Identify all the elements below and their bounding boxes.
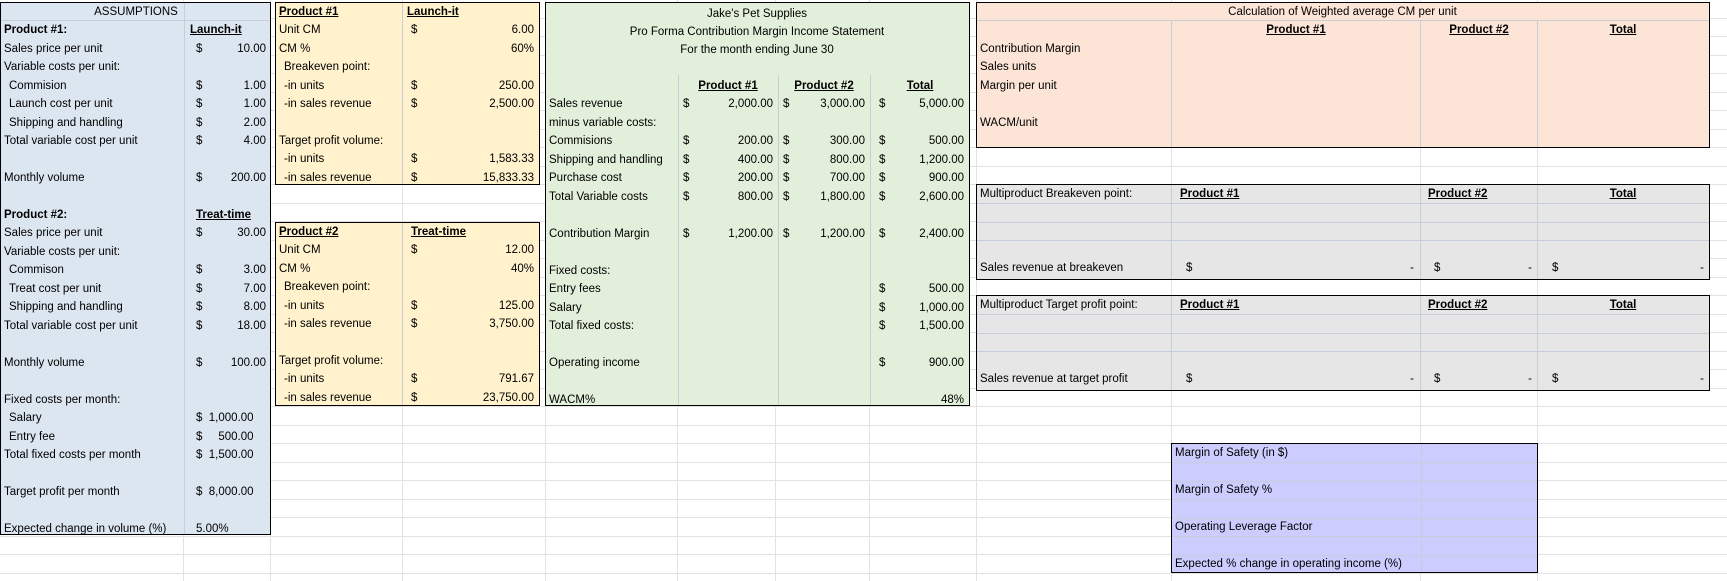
wacm-pct-value[interactable]: 48% bbox=[940, 394, 964, 406]
p2-tp-label[interactable]: Target profit volume: bbox=[279, 355, 384, 367]
col-header-total[interactable]: Total bbox=[906, 80, 934, 92]
income-row-total[interactable]: 900.00 bbox=[928, 172, 964, 184]
p2-tp-units-label[interactable]: -in units bbox=[284, 373, 325, 385]
p2-be-label[interactable]: Breakeven point: bbox=[284, 281, 371, 293]
currency-symbol: $ bbox=[879, 154, 886, 166]
income-row-total[interactable]: 1,200.00 bbox=[919, 154, 964, 166]
currency-symbol: $ bbox=[1434, 373, 1441, 385]
currency-symbol: $ bbox=[879, 357, 886, 369]
p1-tp-rev-value[interactable]: 15,833.33 bbox=[482, 172, 534, 184]
income-row-label[interactable]: Commisions bbox=[549, 135, 613, 147]
p2-tp-units-value[interactable]: 791.67 bbox=[498, 373, 534, 385]
sales-units-label[interactable]: Sales units bbox=[980, 61, 1037, 73]
col-header-total[interactable]: Total bbox=[1609, 299, 1637, 311]
currency-symbol: $ bbox=[683, 191, 690, 203]
p1-ship-label[interactable]: Shipping and handling bbox=[9, 117, 123, 129]
p1-comm-value[interactable]: 1.00 bbox=[243, 80, 266, 92]
col-header-product2[interactable]: Product #2 bbox=[1428, 188, 1488, 200]
col-header-product1[interactable]: Product #1 bbox=[1266, 24, 1326, 36]
breakeven-rev-p1[interactable]: - bbox=[1410, 262, 1414, 274]
entry-fee-label[interactable]: Entry fee bbox=[9, 431, 56, 443]
income-row-p2[interactable]: 1,200.00 bbox=[820, 228, 865, 240]
p1-tvc-value[interactable]: 4.00 bbox=[243, 135, 266, 147]
col-header-product1[interactable]: Product #1 bbox=[1180, 299, 1240, 311]
currency-symbol: $ bbox=[196, 357, 203, 369]
currency-symbol: $ bbox=[411, 392, 418, 404]
p1-be-rev-value[interactable]: 2,500.00 bbox=[489, 98, 534, 110]
p1-launch-value[interactable]: 1.00 bbox=[243, 98, 266, 110]
income-row-total[interactable]: 500.00 bbox=[928, 135, 964, 147]
p2-cm-label[interactable]: CM % bbox=[279, 263, 311, 275]
p2-calc-name[interactable]: Treat-time bbox=[411, 226, 466, 238]
currency-symbol: $ bbox=[783, 172, 790, 184]
operating-income-label[interactable]: Operating income bbox=[549, 357, 640, 369]
col-header-product2[interactable]: Product #2 bbox=[794, 80, 854, 92]
currency-symbol: $ bbox=[683, 154, 690, 166]
margin-of-safety-block bbox=[1171, 443, 1538, 573]
income-row-p2[interactable]: 3,000.00 bbox=[820, 98, 865, 110]
currency-symbol: $ bbox=[783, 228, 790, 240]
salary-label[interactable]: Salary bbox=[9, 412, 42, 424]
income-row-p2[interactable]: 700.00 bbox=[829, 172, 865, 184]
currency-symbol: $ bbox=[196, 301, 203, 313]
product2-calc-block bbox=[275, 222, 540, 406]
currency-symbol: $ bbox=[1186, 262, 1193, 274]
income-row-p2[interactable]: 300.00 bbox=[829, 135, 865, 147]
breakeven-revenue-label[interactable]: Sales revenue at breakeven bbox=[980, 262, 1124, 274]
assumptions-title[interactable]: ASSUMPTIONS bbox=[94, 6, 178, 18]
income-row-label[interactable]: Purchase cost bbox=[549, 172, 622, 184]
currency-symbol: $ bbox=[683, 135, 690, 147]
product1-heading[interactable]: Product #1: bbox=[4, 24, 68, 36]
p1-calc-title[interactable]: Product #1 bbox=[279, 6, 339, 18]
p1-be-units-value[interactable]: 250.00 bbox=[498, 80, 534, 92]
income-row-label[interactable]: Shipping and handling bbox=[549, 154, 663, 166]
p2-ucm-value[interactable]: 12.00 bbox=[505, 244, 534, 256]
col-header-product1[interactable]: Product #1 bbox=[1180, 188, 1240, 200]
wacm-pct-label[interactable]: WACM% bbox=[549, 394, 596, 406]
company-title[interactable]: Jake's Pet Supplies bbox=[706, 8, 807, 20]
p2-comm-value[interactable]: 3.00 bbox=[243, 264, 266, 276]
target-profit-value[interactable]: $ 8,000.00 bbox=[196, 486, 254, 498]
p1-be-rev-label[interactable]: -in sales revenue bbox=[284, 98, 372, 110]
total-fixed-label[interactable]: Total fixed costs per month bbox=[4, 449, 141, 461]
p2-price-value[interactable]: 30.00 bbox=[237, 227, 266, 239]
total-fixed-costs-value[interactable]: 1,500.00 bbox=[919, 320, 964, 332]
col-header-total[interactable]: Total bbox=[1609, 188, 1637, 200]
income-row-p1[interactable]: 800.00 bbox=[737, 191, 773, 203]
p2-tp-rev-label[interactable]: -in sales revenue bbox=[284, 392, 372, 404]
total-fixed-costs-label[interactable]: Total fixed costs: bbox=[549, 320, 635, 332]
target-rev-total[interactable]: - bbox=[1700, 373, 1704, 385]
p1-ucm-value[interactable]: 6.00 bbox=[511, 24, 534, 36]
breakeven-rev-p2[interactable]: - bbox=[1528, 262, 1532, 274]
weighted-cm-block bbox=[976, 2, 1710, 148]
p2-calc-title[interactable]: Product #2 bbox=[279, 226, 339, 238]
col-header-product1[interactable]: Product #1 bbox=[698, 80, 758, 92]
entry-fees-value[interactable]: 500.00 bbox=[928, 283, 964, 295]
currency-symbol: $ bbox=[683, 98, 690, 110]
currency-symbol: $ bbox=[196, 264, 203, 276]
currency-symbol: $ bbox=[1552, 262, 1559, 274]
operating-leverage-label[interactable]: Operating Leverage Factor bbox=[1175, 521, 1313, 533]
currency-symbol: $ bbox=[411, 153, 418, 165]
expected-change-oi-label[interactable]: Expected % change in operating income (%) bbox=[1175, 558, 1402, 570]
currency-symbol: $ bbox=[411, 373, 418, 385]
currency-symbol: $ bbox=[879, 172, 886, 184]
fixed-costs-label[interactable]: Fixed costs per month: bbox=[4, 394, 121, 406]
income-row-p2[interactable]: 1,800.00 bbox=[820, 191, 865, 203]
currency-symbol: $ bbox=[411, 172, 418, 184]
margin-per-unit-label[interactable]: Margin per unit bbox=[980, 80, 1057, 92]
margin-safety-pct-label[interactable]: Margin of Safety % bbox=[1175, 484, 1273, 496]
salary-label[interactable]: Salary bbox=[549, 302, 582, 314]
operating-income-value[interactable]: 900.00 bbox=[928, 357, 964, 369]
currency-symbol: $ bbox=[196, 320, 203, 332]
currency-symbol: $ bbox=[879, 283, 886, 295]
p1-be-label[interactable]: Breakeven point: bbox=[284, 61, 371, 73]
col-header-product2[interactable]: Product #2 bbox=[1449, 24, 1509, 36]
income-row-p1[interactable]: 2,000.00 bbox=[728, 98, 773, 110]
target-profit-title[interactable]: Multiproduct Target profit point: bbox=[980, 299, 1138, 311]
p1-launch-label[interactable]: Launch cost per unit bbox=[9, 98, 113, 110]
currency-symbol: $ bbox=[879, 302, 886, 314]
income-row-label[interactable]: Contribution Margin bbox=[549, 228, 650, 240]
currency-symbol: $ bbox=[411, 244, 418, 256]
income-row-total[interactable]: 2,400.00 bbox=[919, 228, 964, 240]
p1-volume-value[interactable]: 200.00 bbox=[230, 172, 266, 184]
target-profit-label[interactable]: Target profit per month bbox=[4, 486, 120, 498]
currency-symbol: $ bbox=[411, 98, 418, 110]
assumptions-block bbox=[0, 2, 271, 535]
margin-safety-label[interactable]: Margin of Safety (in $) bbox=[1175, 447, 1289, 459]
p2-be-rev-label[interactable]: -in sales revenue bbox=[284, 318, 372, 330]
statement-title[interactable]: Pro Forma Contribution Margin Income Statement bbox=[629, 26, 885, 38]
p1-cm-value[interactable]: 60% bbox=[510, 43, 534, 55]
p1-ucm-label[interactable]: Unit CM bbox=[279, 24, 321, 36]
currency-symbol: $ bbox=[683, 228, 690, 240]
income-row-p1[interactable]: 400.00 bbox=[737, 154, 773, 166]
currency-symbol: $ bbox=[879, 320, 886, 332]
p2-comm-label[interactable]: Commison bbox=[9, 264, 64, 276]
total-fixed-value[interactable]: $ 1,500.00 bbox=[196, 449, 254, 461]
grid-line bbox=[0, 573, 1727, 574]
target-rev-p1[interactable]: - bbox=[1410, 373, 1414, 385]
currency-symbol: $ bbox=[879, 98, 886, 110]
col-header-total[interactable]: Total bbox=[1609, 24, 1637, 36]
currency-symbol: $ bbox=[196, 80, 203, 92]
p2-be-rev-value[interactable]: 3,750.00 bbox=[489, 318, 534, 330]
p2-price-label[interactable]: Sales price per unit bbox=[4, 227, 103, 239]
p2-be-units-value[interactable]: 125.00 bbox=[498, 300, 534, 312]
income-row-label[interactable]: minus variable costs: bbox=[549, 117, 657, 129]
p2-ship-value[interactable]: 8.00 bbox=[243, 301, 266, 313]
breakeven-rev-total[interactable]: - bbox=[1700, 262, 1704, 274]
p2-treat-label[interactable]: Treat cost per unit bbox=[9, 283, 102, 295]
target-rev-p2[interactable]: - bbox=[1528, 373, 1532, 385]
entry-fee-value[interactable]: $ 500.00 bbox=[196, 431, 254, 443]
p1-volume-label[interactable]: Monthly volume bbox=[4, 172, 85, 184]
income-row-total[interactable]: 5,000.00 bbox=[919, 98, 964, 110]
p1-price-value[interactable]: 10.00 bbox=[237, 43, 266, 55]
p1-tp-label[interactable]: Target profit volume: bbox=[279, 135, 384, 147]
p2-be-units-label[interactable]: -in units bbox=[284, 300, 325, 312]
income-row-label[interactable] bbox=[546, 206, 678, 224]
p2-var-label[interactable]: Variable costs per unit: bbox=[4, 246, 121, 258]
p1-var-label[interactable]: Variable costs per unit: bbox=[4, 61, 121, 73]
p1-tp-units-label[interactable]: -in units bbox=[284, 153, 325, 165]
currency-symbol: $ bbox=[1186, 373, 1193, 385]
product2-heading[interactable]: Product #2: bbox=[4, 209, 68, 221]
breakeven-title[interactable]: Multiproduct Breakeven point: bbox=[980, 188, 1133, 200]
contribution-margin-label[interactable]: Contribution Margin bbox=[980, 43, 1081, 55]
p1-be-units-label[interactable]: -in units bbox=[284, 80, 325, 92]
weighted-cm-title[interactable]: Calculation of Weighted average CM per unit bbox=[1228, 6, 1457, 18]
currency-symbol: $ bbox=[683, 172, 690, 184]
currency-symbol: $ bbox=[879, 135, 886, 147]
salary-value[interactable]: 1,000.00 bbox=[919, 302, 964, 314]
p2-tvc-value[interactable]: 18.00 bbox=[237, 320, 266, 332]
income-row-p2[interactable]: 800.00 bbox=[829, 154, 865, 166]
currency-symbol: $ bbox=[196, 135, 203, 147]
income-row-total[interactable]: 2,600.00 bbox=[919, 191, 964, 203]
currency-symbol: $ bbox=[1434, 262, 1441, 274]
product1-name[interactable]: Launch-it bbox=[190, 24, 242, 36]
expected-change-value[interactable]: 5.00% bbox=[196, 523, 229, 535]
fixed-costs-heading[interactable]: Fixed costs: bbox=[549, 265, 611, 277]
currency-symbol: $ bbox=[196, 98, 203, 110]
currency-symbol: $ bbox=[196, 227, 203, 239]
currency-symbol: $ bbox=[1552, 373, 1559, 385]
col-header-product2[interactable]: Product #2 bbox=[1428, 299, 1488, 311]
p1-cm-label[interactable]: CM % bbox=[279, 43, 311, 55]
currency-symbol: $ bbox=[196, 43, 203, 55]
p2-treat-value[interactable]: 7.00 bbox=[243, 283, 266, 295]
currency-symbol: $ bbox=[196, 172, 203, 184]
currency-symbol: $ bbox=[879, 228, 886, 240]
income-row-label[interactable]: Sales revenue bbox=[549, 98, 623, 110]
p2-cm-value[interactable]: 40% bbox=[510, 263, 534, 275]
product1-calc-block bbox=[275, 2, 540, 185]
target-profit-block bbox=[976, 295, 1710, 391]
income-statement-block bbox=[545, 2, 970, 406]
p1-ship-value[interactable]: 2.00 bbox=[243, 117, 266, 129]
currency-symbol: $ bbox=[879, 191, 886, 203]
p1-price-label[interactable]: Sales price per unit bbox=[4, 43, 103, 55]
target-revenue-label[interactable]: Sales revenue at target profit bbox=[980, 373, 1128, 385]
p2-tvc-label[interactable]: Total variable cost per unit bbox=[4, 320, 138, 332]
p2-volume-label[interactable]: Monthly volume bbox=[4, 357, 85, 369]
currency-symbol: $ bbox=[411, 24, 418, 36]
currency-symbol: $ bbox=[783, 154, 790, 166]
currency-symbol: $ bbox=[783, 98, 790, 110]
p1-tvc-label[interactable]: Total variable cost per unit bbox=[4, 135, 138, 147]
currency-symbol: $ bbox=[411, 318, 418, 330]
p2-tp-rev-value[interactable]: 23,750.00 bbox=[482, 392, 534, 404]
p2-ship-label[interactable]: Shipping and handling bbox=[9, 301, 123, 313]
income-row-p1[interactable]: 1,200.00 bbox=[728, 228, 773, 240]
p1-comm-label[interactable]: Commision bbox=[9, 80, 67, 92]
currency-symbol: $ bbox=[411, 80, 418, 92]
income-row-p1[interactable]: 200.00 bbox=[737, 135, 773, 147]
p1-tp-units-value[interactable]: 1,583.33 bbox=[489, 153, 534, 165]
currency-symbol: $ bbox=[783, 135, 790, 147]
currency-symbol: $ bbox=[411, 300, 418, 312]
income-row-p1[interactable]: 200.00 bbox=[737, 172, 773, 184]
entry-fees-label[interactable]: Entry fees bbox=[549, 283, 601, 295]
currency-symbol: $ bbox=[196, 117, 203, 129]
income-row-label[interactable]: Total Variable costs bbox=[549, 191, 648, 203]
salary-value[interactable]: $ 1,000.00 bbox=[196, 412, 254, 424]
p1-calc-name[interactable]: Launch-it bbox=[407, 6, 459, 18]
p2-volume-value[interactable]: 100.00 bbox=[230, 357, 266, 369]
p1-tp-rev-label[interactable]: -in sales revenue bbox=[284, 172, 372, 184]
statement-period[interactable]: For the month ending June 30 bbox=[680, 44, 834, 56]
expected-change-label[interactable]: Expected change in volume (%) bbox=[4, 523, 167, 535]
currency-symbol: $ bbox=[783, 191, 790, 203]
wacm-unit-label[interactable]: WACM/unit bbox=[980, 117, 1038, 129]
product2-name[interactable]: Treat-time bbox=[196, 209, 251, 221]
breakeven-block bbox=[976, 184, 1710, 280]
currency-symbol: $ bbox=[196, 283, 203, 295]
p2-ucm-label[interactable]: Unit CM bbox=[279, 244, 321, 256]
